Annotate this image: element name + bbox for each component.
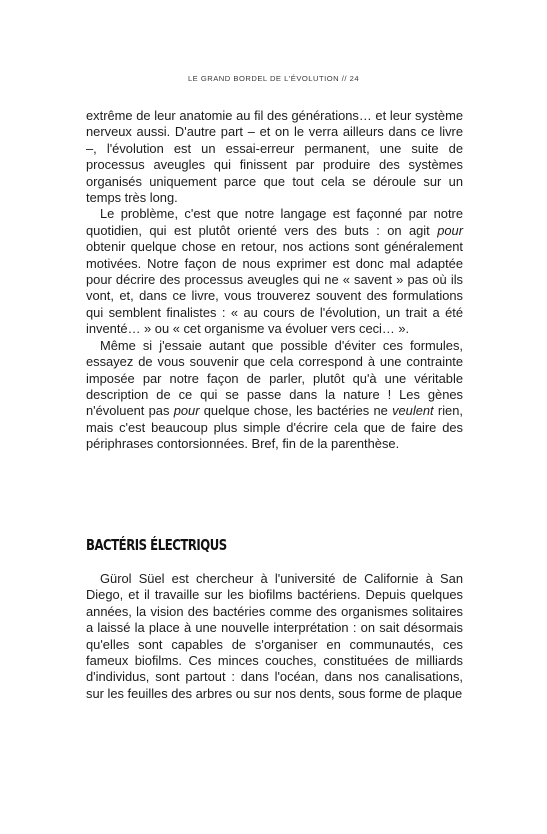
italic-segment: pour	[173, 403, 200, 419]
paragraph	[86, 338, 463, 453]
italic-segment: veulent	[392, 403, 434, 419]
text-segment: obtenir quelque chose en retour, nos actions sont généralement motivées. Notre façon de nous exprimer est donc mal adaptée pour décrire des processus aveugles qui ne « savent » pas où ils vont, et, dans ce livre, vous trouverez souvent des formulations qui semblent finalistes : « au cours de l'évolution, un trait a été inventé… » ou « cet organisme va évoluer vers ceci… ».	[86, 239, 463, 337]
text-segment: Gürol Süel est chercheur à l'université de Californie à San Diego, et il travaille sur les biofilms bactériens. Depuis quelques années, la vision des bactéries comme des organismes solitaires a laissé la place à une nouvelle interprétation : on sait désormais qu'elles sont capables de s'organiser en communautés, ces fameux biofilms. Ces minces couches, constituées de milliards d'individus, sont partout : dans l'océan, dans nos canalisations, sur les feuilles des arbres ou sur nos dents, sous forme de plaque	[86, 571, 463, 701]
text-block-bottom	[86, 571, 463, 702]
paragraph	[86, 571, 463, 702]
paragraph	[86, 206, 463, 337]
text-segment: extrême de leur anatomie au fil des générations… et leur système nerveux aussi. D'autre part – et on le verra ailleurs dans ce livre –, l'évolution est un essai-erreur permanent, une suite de processus aveugles qui finissent par produire des systèmes organisés uniquement parce que tout cela se déroule sur un temps très long.	[86, 108, 463, 206]
text-segment: Même si j'essaie autant que possible d'éviter ces formules, essayez de vous souvenir que cela correspond à une contrainte imposée par notre façon de parler, plutôt qu'à une véritable description de ce qui se passe dans la nature ! Les gènes n'évoluent pas	[86, 337, 463, 419]
text-segment: quelque chose, les bactéries ne	[199, 403, 393, 419]
text-block-top	[86, 108, 463, 453]
running-head: LE GRAND BORDEL DE L'ÉVOLUTION // 24	[187, 74, 360, 83]
section-heading: BACTÉRIS ÉLECTRIQUS	[86, 536, 227, 554]
text-segment: rien, mais c'est beaucoup plus simple d'écrire cela que de faire des périphrases contorsionnées. Bref, fin de la parenthèse.	[86, 403, 463, 452]
italic-segment: pour	[437, 222, 463, 238]
paragraph	[86, 108, 463, 206]
text-segment: Le problème, c'est que notre langage est façonné par notre quotidien, qui est plutôt orienté vers des buts : on agit	[86, 206, 463, 238]
